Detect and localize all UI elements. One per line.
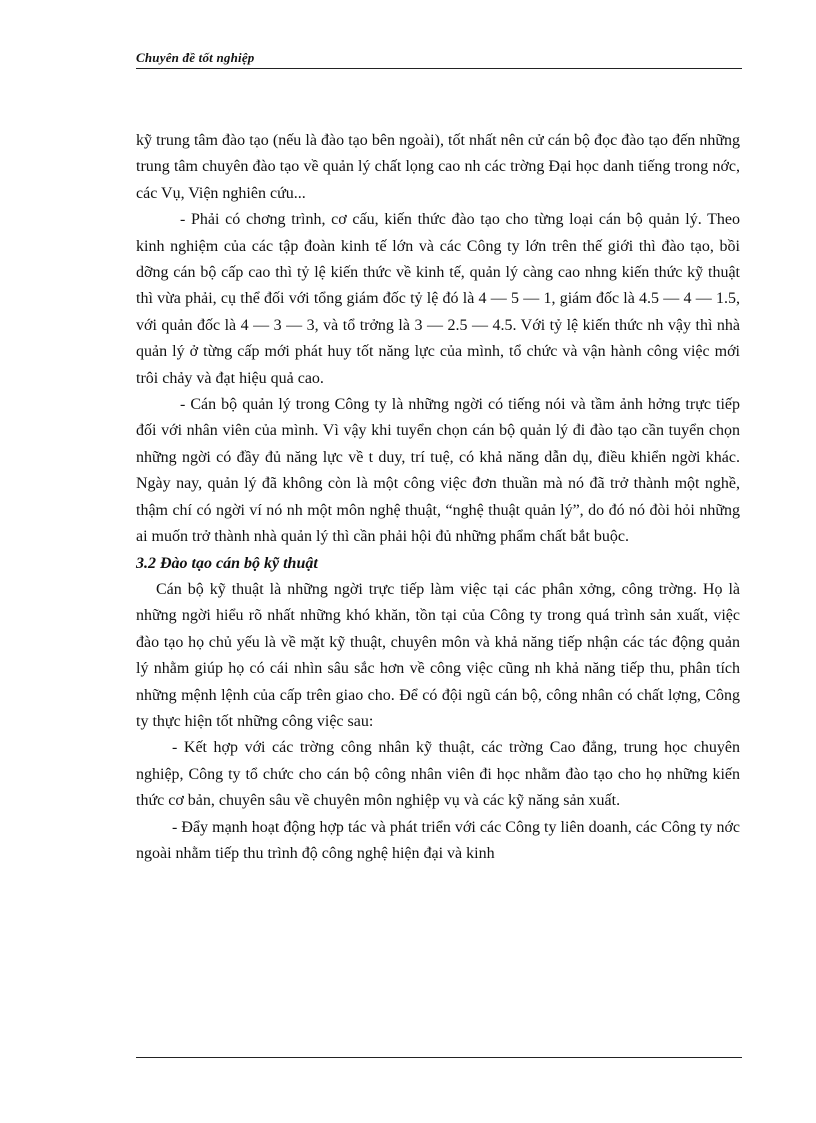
page-header [136, 52, 742, 69]
paragraph-joint-venture: - Đẩy mạnh hoạt động hợp tác và phát triển với các Công ty liên doanh, các Công ty nớc ngoài nhằm tiếp thu trình độ công nghệ hiện đại và kinh [136, 818, 740, 862]
paragraph-technical-staff: Cán bộ kỹ thuật là những ngời trực tiếp làm việc tại các phân xởng, công trờng. Họ là những ngời hiểu rõ nhất những khó khăn, tồn tại của Công ty trong quá trình sản xuất, việc đào tạo họ chủ yếu là về mặt kỹ thuật, chuyên môn và khả năng tiếp nhận các tác động quản lý nhằm giúp họ có cái nhìn sâu sắc hơn về công việc cũng nh khả năng tiếp thu, phân tích những mệnh lệnh của cấp trên giao cho. Để có đội ngũ cán bộ, công nhân có chất lợng, Công ty thực hiện tốt những công việc sau: [136, 580, 740, 730]
paragraph-continuation: kỹ trung tâm đào tạo (nếu là đào tạo bên ngoài), tốt nhất nên cử cán bộ đọc đào tạo đến những trung tâm chuyên đào tạo về quản lý chất lọng cao nh các trờng Đại học danh tiếng trong nớc, các Vụ, Viện nghiên cứu... [136, 132, 740, 202]
document-body [136, 128, 740, 867]
paragraph-school-cooperation: - Kết hợp với các trờng công nhân kỹ thuật, các trờng Cao đẳng, trung học chuyên nghiệp, Công ty tổ chức cho cán bộ công nhân viên đi học nhằm đào tạo cho họ những kiến thức cơ bản, chuyên sâu về chuyên môn nghiệp vụ và các kỹ năng sản xuất. [136, 739, 740, 810]
paragraph-manager-selection: - Cán bộ quản lý trong Công ty là những ngời có tiếng nói và tầm ảnh hởng trực tiếp đối với nhân viên của mình. Vì vậy khi tuyển chọn cán bộ quản lý đi đào tạo cần tuyển chọn những ngời có đầy đủ năng lực về t duy, trí tuệ, có khả năng dẫn dụ, điều khiển ngời khác. Ngày nay, quản lý đã không còn là một công việc đơn thuần mà nó đã trở thành một nghề, thậm chí có ngời ví nó nh một môn nghệ thuật, “nghệ thuật quản lý”, do đó nó đòi hỏi những ai muốn trở thành nhà quản lý thì cần phải hội đủ những phẩm chất bắt buộc. [136, 396, 740, 546]
section-heading: 3.2 Đào tạo cán bộ kỹ thuật [136, 554, 318, 572]
paragraph-training-program: - Phải có chơng trình, cơ cấu, kiến thức đào tạo cho từng loại cán bộ quản lý. Theo kinh nghiệm của các tập đoàn kinh tế lớn và các Công ty lớn trên thế giới thì đào tạo, bồi dỡng cán bộ cấp cao thì tỷ lệ kiến thức về kinh tế, quản lý càng cao nhng kiến thức kỹ thuật thì vừa phải, cụ thể đối với tổng giám đốc tỷ lệ đó là 4 — 5 — 1, giám đốc là 4.5 — 4 — 1.5, với quản đốc là 4 — 3 — 3, và tổ trởng là 3 — 2.5 — 4.5. Với tỷ lệ kiến thức nh vậy thì nhà quản lý ở từng cấp mới phát huy tốt năng lực của mình, tổ chức và vận hành công việc mới trôi chảy và đạt hiệu quả cao. [136, 211, 740, 387]
header-title: Chuyên đề tốt nghiệp [136, 50, 255, 65]
footer-divider [136, 1057, 742, 1058]
